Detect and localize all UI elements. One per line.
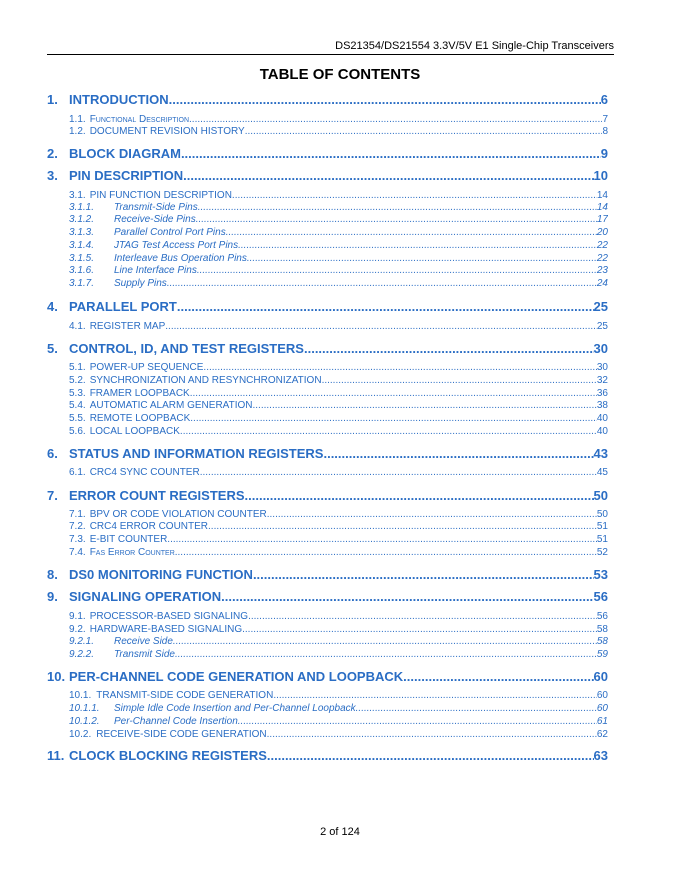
- toc-entry-number: 1.1.: [69, 114, 86, 125]
- toc-entry-page: 6: [600, 92, 608, 107]
- toc-entry-number: 11.: [47, 748, 65, 763]
- toc-entry-number: 3.1.2.: [69, 214, 95, 225]
- toc-entry-title: FRAMER LOOPBACK: [89, 388, 190, 399]
- toc-dot-leader: [253, 567, 594, 582]
- toc-entry-number: 3.1.4.: [69, 240, 95, 251]
- toc-dot-leader: [267, 729, 597, 740]
- toc-entry-number: 3.1.: [69, 190, 86, 201]
- toc-entry-level-1[interactable]: [47, 146, 608, 163]
- toc-entry-title: REGISTER MAP: [89, 321, 166, 332]
- toc-entry-page: 51: [596, 521, 608, 532]
- toc-dot-leader: [165, 321, 597, 332]
- toc-entry-title: Receive Side: [114, 636, 173, 647]
- toc-entry-page: 59: [596, 649, 608, 660]
- toc-entry-title: Parallel Control Port Pins: [114, 227, 226, 238]
- toc-dot-leader: [197, 265, 597, 276]
- toc-entry-level-2[interactable]: [69, 126, 608, 138]
- toc-dot-leader: [167, 278, 597, 289]
- toc-entry-page: 40: [596, 413, 608, 424]
- toc-entry-number: 9.: [47, 589, 58, 604]
- toc-dot-leader: [242, 624, 597, 635]
- toc-entry-level-3[interactable]: [69, 214, 608, 226]
- toc-dot-leader: [190, 388, 597, 399]
- toc-entry-page: 60: [593, 669, 608, 684]
- toc-entry-number: 6.1.: [69, 467, 86, 478]
- toc-entry-level-1[interactable]: [47, 299, 608, 316]
- toc-dot-leader: [189, 114, 602, 125]
- toc-entry-page: 25: [593, 299, 608, 314]
- toc-entry-page: 58: [596, 624, 608, 635]
- toc-entry-level-1[interactable]: [47, 589, 608, 606]
- toc-entry-title: CRC4 ERROR COUNTER: [89, 521, 209, 532]
- toc-entry-page: 23: [596, 265, 608, 276]
- toc-entry-page: 52: [596, 547, 608, 558]
- page-header: DS21354/DS21554 3.3V/5V E1 Single-Chip Transceivers: [335, 40, 614, 52]
- toc-entry-number: 7.: [47, 488, 58, 503]
- toc-entry-page: 36: [596, 388, 608, 399]
- toc-entry-page: 45: [596, 467, 608, 478]
- toc-entry-level-1[interactable]: [47, 92, 608, 109]
- toc-entry-title: DOCUMENT REVISION HISTORY: [89, 126, 245, 137]
- toc-entry-page: 7: [602, 114, 608, 125]
- toc-dot-leader: [203, 362, 596, 373]
- toc-entry-level-2[interactable]: [69, 690, 608, 702]
- toc-entry-level-2[interactable]: [69, 190, 608, 202]
- toc-entry-number: 5.1.: [69, 362, 86, 373]
- toc-entry-title: ERROR COUNT REGISTERS: [69, 488, 245, 503]
- toc-entry-title: Fas Error Counter: [89, 547, 175, 558]
- toc-entry-title: STATUS AND INFORMATION REGISTERS: [69, 446, 324, 461]
- toc-entry-number: 1.2.: [69, 126, 86, 137]
- toc-entry-title: Transmit Side: [114, 649, 175, 660]
- toc-entry-title: Line Interface Pins: [114, 265, 197, 276]
- toc-entry-title: SIGNALING OPERATION: [69, 589, 222, 604]
- toc-entry-page: 50: [596, 509, 608, 520]
- toc-entry-page: 9: [600, 146, 608, 161]
- toc-entry-page: 56: [596, 611, 608, 622]
- toc-entry-level-1[interactable]: [47, 567, 608, 584]
- toc-entry-number: 6.: [47, 446, 58, 461]
- toc-entry-level-2[interactable]: [69, 400, 608, 412]
- toc-dot-leader: [200, 467, 597, 478]
- toc-entry-number: 5.4.: [69, 400, 86, 411]
- toc-entry-level-3[interactable]: [69, 636, 608, 648]
- toc-entry-level-3[interactable]: [69, 202, 608, 214]
- toc-entry-level-3[interactable]: [69, 253, 608, 265]
- toc-entry-title: JTAG Test Access Port Pins: [114, 240, 239, 251]
- toc-entry-number: 10.1.: [69, 690, 92, 701]
- toc-entry-level-3[interactable]: [69, 703, 608, 715]
- toc-entry-level-1[interactable]: [47, 748, 608, 765]
- toc-dot-leader: [190, 413, 597, 424]
- toc-entry-number: 3.1.1.: [69, 202, 95, 213]
- toc-entry-title: Transmit-Side Pins: [114, 202, 198, 213]
- toc-entry-number: 2.: [47, 146, 58, 161]
- toc-entry-level-2[interactable]: [69, 547, 608, 559]
- toc-dot-leader: [169, 92, 601, 107]
- toc-entry-page: 60: [596, 690, 608, 701]
- toc-entry-number: 9.2.2.: [69, 649, 95, 660]
- toc-dot-leader: [167, 534, 597, 545]
- toc-entry-number: 9.2.1.: [69, 636, 95, 647]
- toc-entry-number: 7.4.: [69, 547, 86, 558]
- toc-entry-number: 5.: [47, 341, 58, 356]
- header-rule: [47, 54, 614, 55]
- toc-dot-leader: [267, 748, 594, 763]
- toc-entry-level-1[interactable]: [47, 669, 608, 686]
- toc-dot-leader: [232, 190, 597, 201]
- toc-dot-leader: [180, 426, 597, 437]
- toc-entry-title: Functional Description: [89, 114, 190, 125]
- toc-entry-page: 60: [596, 703, 608, 714]
- toc-entry-level-2[interactable]: [69, 114, 608, 126]
- toc-entry-page: 20: [596, 227, 608, 238]
- toc-entry-number: 4.1.: [69, 321, 86, 332]
- toc-entry-level-2[interactable]: [69, 362, 608, 374]
- toc-dot-leader: [196, 214, 597, 225]
- toc-entry-level-3[interactable]: [69, 240, 608, 252]
- toc-entry-page: 51: [596, 534, 608, 545]
- toc-entry-title: E-BIT COUNTER: [89, 534, 168, 545]
- toc-dot-leader: [245, 488, 594, 503]
- toc-entry-title: RECEIVE-SIDE CODE GENERATION: [96, 729, 267, 740]
- toc-entry-title: DS0 MONITORING FUNCTION: [69, 567, 253, 582]
- toc-entry-level-3[interactable]: [69, 278, 608, 290]
- toc-dot-leader: [208, 521, 597, 532]
- toc-entry-level-2[interactable]: [69, 388, 608, 400]
- toc-dot-leader: [238, 716, 597, 727]
- toc-entry-level-1[interactable]: [47, 168, 608, 185]
- toc-entry-page: 50: [593, 488, 608, 503]
- toc-entry-level-2[interactable]: [69, 413, 608, 425]
- toc-entry-page: 8: [602, 126, 608, 137]
- toc-entry-page: 22: [596, 253, 608, 264]
- toc-entry-number: 3.1.5.: [69, 253, 95, 264]
- toc-entry-number: 7.2.: [69, 521, 86, 532]
- toc-entry-number: 4.: [47, 299, 58, 314]
- toc-entry-title: Per-Channel Code Insertion: [114, 716, 238, 727]
- toc-entry-level-1[interactable]: [47, 446, 608, 463]
- toc-entry-page: 38: [596, 400, 608, 411]
- toc-entry-level-1[interactable]: [47, 488, 608, 505]
- toc-dot-leader: [198, 202, 597, 213]
- toc-dot-leader: [322, 375, 597, 386]
- toc-entry-title: PROCESSOR-BASED SIGNALING: [89, 611, 249, 622]
- toc-entry-page: 63: [593, 748, 608, 763]
- toc-entry-title: REMOTE LOOPBACK: [89, 413, 191, 424]
- toc-entry-title: POWER-UP SEQUENCE: [89, 362, 204, 373]
- toc-entry-page: 30: [596, 362, 608, 373]
- toc-entry-title: PARALLEL PORT: [69, 299, 177, 314]
- toc-entry-title: CONTROL, ID, AND TEST REGISTERS: [69, 341, 304, 356]
- toc-entry-number: 10.: [47, 669, 66, 684]
- toc-dot-leader: [221, 589, 593, 604]
- toc-entry-level-1[interactable]: [47, 341, 608, 358]
- toc-entry-number: 5.3.: [69, 388, 86, 399]
- toc-entry-level-3[interactable]: [69, 265, 608, 277]
- toc-dot-leader: [177, 299, 594, 314]
- toc-entry-level-2[interactable]: [69, 426, 608, 438]
- toc-entry-number: 5.6.: [69, 426, 86, 437]
- toc-entry-title: Receive-Side Pins: [114, 214, 196, 225]
- toc-entry-page: 17: [596, 214, 608, 225]
- toc-dot-leader: [245, 126, 603, 137]
- toc-entry-number: 3.: [47, 168, 58, 183]
- toc-dot-leader: [403, 669, 593, 684]
- toc-entry-page: 62: [596, 729, 608, 740]
- toc-entry-number: 9.2.: [69, 624, 86, 635]
- toc-entry-page: 24: [596, 278, 608, 289]
- toc-entry-level-2[interactable]: [69, 611, 608, 623]
- toc-entry-page: 61: [596, 716, 608, 727]
- toc-entry-number: 7.3.: [69, 534, 86, 545]
- toc-dot-leader: [323, 446, 593, 461]
- toc-entry-number: 10.1.1.: [69, 703, 100, 714]
- toc-entry-level-2[interactable]: [69, 729, 608, 741]
- toc-entry-title: Supply Pins: [114, 278, 167, 289]
- toc-entry-page: 14: [596, 202, 608, 213]
- toc-dot-leader: [175, 649, 597, 660]
- toc-entry-title: TRANSMIT-SIDE CODE GENERATION: [96, 690, 274, 701]
- toc-entry-title: HARDWARE-BASED SIGNALING: [89, 624, 243, 635]
- toc-entry-number: 10.1.2.: [69, 716, 100, 727]
- toc-entry-page: 22: [596, 240, 608, 251]
- toc-entry-page: 53: [593, 567, 608, 582]
- toc-entry-level-3[interactable]: [69, 649, 608, 661]
- toc-dot-leader: [273, 690, 597, 701]
- toc-entry-page: 58: [596, 636, 608, 647]
- toc-entry-number: 1.: [47, 92, 58, 107]
- toc-dot-leader: [248, 611, 597, 622]
- toc-dot-leader: [304, 341, 594, 356]
- toc-entry-page: 30: [593, 341, 608, 356]
- toc-entry-page: 40: [596, 426, 608, 437]
- toc-dot-leader: [175, 547, 597, 558]
- toc-entry-title: Interleave Bus Operation Pins: [114, 253, 247, 264]
- toc-entry-number: 5.5.: [69, 413, 86, 424]
- toc-entry-title: BLOCK DIAGRAM: [69, 146, 181, 161]
- toc-entry-title: INTRODUCTION: [69, 92, 169, 107]
- toc-entry-title: PIN FUNCTION DESCRIPTION: [89, 190, 232, 201]
- toc-entry-title: LOCAL LOOPBACK: [89, 426, 180, 437]
- toc-entry-title: BPV OR CODE VIOLATION COUNTER: [89, 509, 267, 520]
- toc-entry-number: 3.1.3.: [69, 227, 95, 238]
- toc-entry-number: 5.2.: [69, 375, 86, 386]
- page-title: TABLE OF CONTENTS: [259, 66, 421, 83]
- toc-dot-leader: [238, 240, 597, 251]
- toc-entry-number: 10.2.: [69, 729, 92, 740]
- toc-entry-page: 43: [593, 446, 608, 461]
- toc-entry-level-2[interactable]: [69, 509, 608, 521]
- toc-entry-number: 3.1.7.: [69, 278, 95, 289]
- toc-entry-title: CRC4 SYNC COUNTER: [89, 467, 200, 478]
- toc-entry-level-2[interactable]: [69, 624, 608, 636]
- toc-entry-page: 14: [596, 190, 608, 201]
- toc-entry-title: PIN DESCRIPTION: [69, 168, 184, 183]
- toc-entry-level-3[interactable]: [69, 227, 608, 239]
- toc-entry-number: 9.1.: [69, 611, 86, 622]
- toc-entry-level-3[interactable]: [69, 716, 608, 728]
- toc-dot-leader: [183, 168, 593, 183]
- toc-dot-leader: [181, 146, 601, 161]
- toc-entry-number: 8.: [47, 567, 58, 582]
- toc-entry-title: CLOCK BLOCKING REGISTERS: [69, 748, 267, 763]
- toc-entry-level-2[interactable]: [69, 375, 608, 387]
- toc-entry-number: 3.1.6.: [69, 265, 95, 276]
- toc-dot-leader: [173, 636, 597, 647]
- toc-entry-page: 25: [596, 321, 608, 332]
- toc-dot-leader: [253, 400, 597, 411]
- toc-dot-leader: [226, 227, 597, 238]
- toc-entry-title: AUTOMATIC ALARM GENERATION: [89, 400, 253, 411]
- toc-entry-title: SYNCHRONIZATION AND RESYNCHRONIZATION: [89, 375, 322, 386]
- toc-entry-level-2[interactable]: [69, 467, 608, 479]
- toc-entry-title: Simple Idle Code Insertion and Per-Channel Loopback: [114, 703, 356, 714]
- toc-entry-level-2[interactable]: [69, 521, 608, 533]
- toc-entry-page: 32: [596, 375, 608, 386]
- toc-entry-page: 56: [593, 589, 608, 604]
- toc-dot-leader: [247, 253, 597, 264]
- toc-dot-leader: [356, 703, 597, 714]
- toc-entry-level-2[interactable]: [69, 321, 608, 333]
- toc-entry-page: 10: [593, 168, 608, 183]
- toc-entry-number: 7.1.: [69, 509, 86, 520]
- page-number: 2 of 124: [320, 826, 360, 838]
- toc-entry-level-2[interactable]: [69, 534, 608, 546]
- toc-entry-title: PER-CHANNEL CODE GENERATION AND LOOPBACK: [69, 669, 404, 684]
- toc-dot-leader: [267, 509, 597, 520]
